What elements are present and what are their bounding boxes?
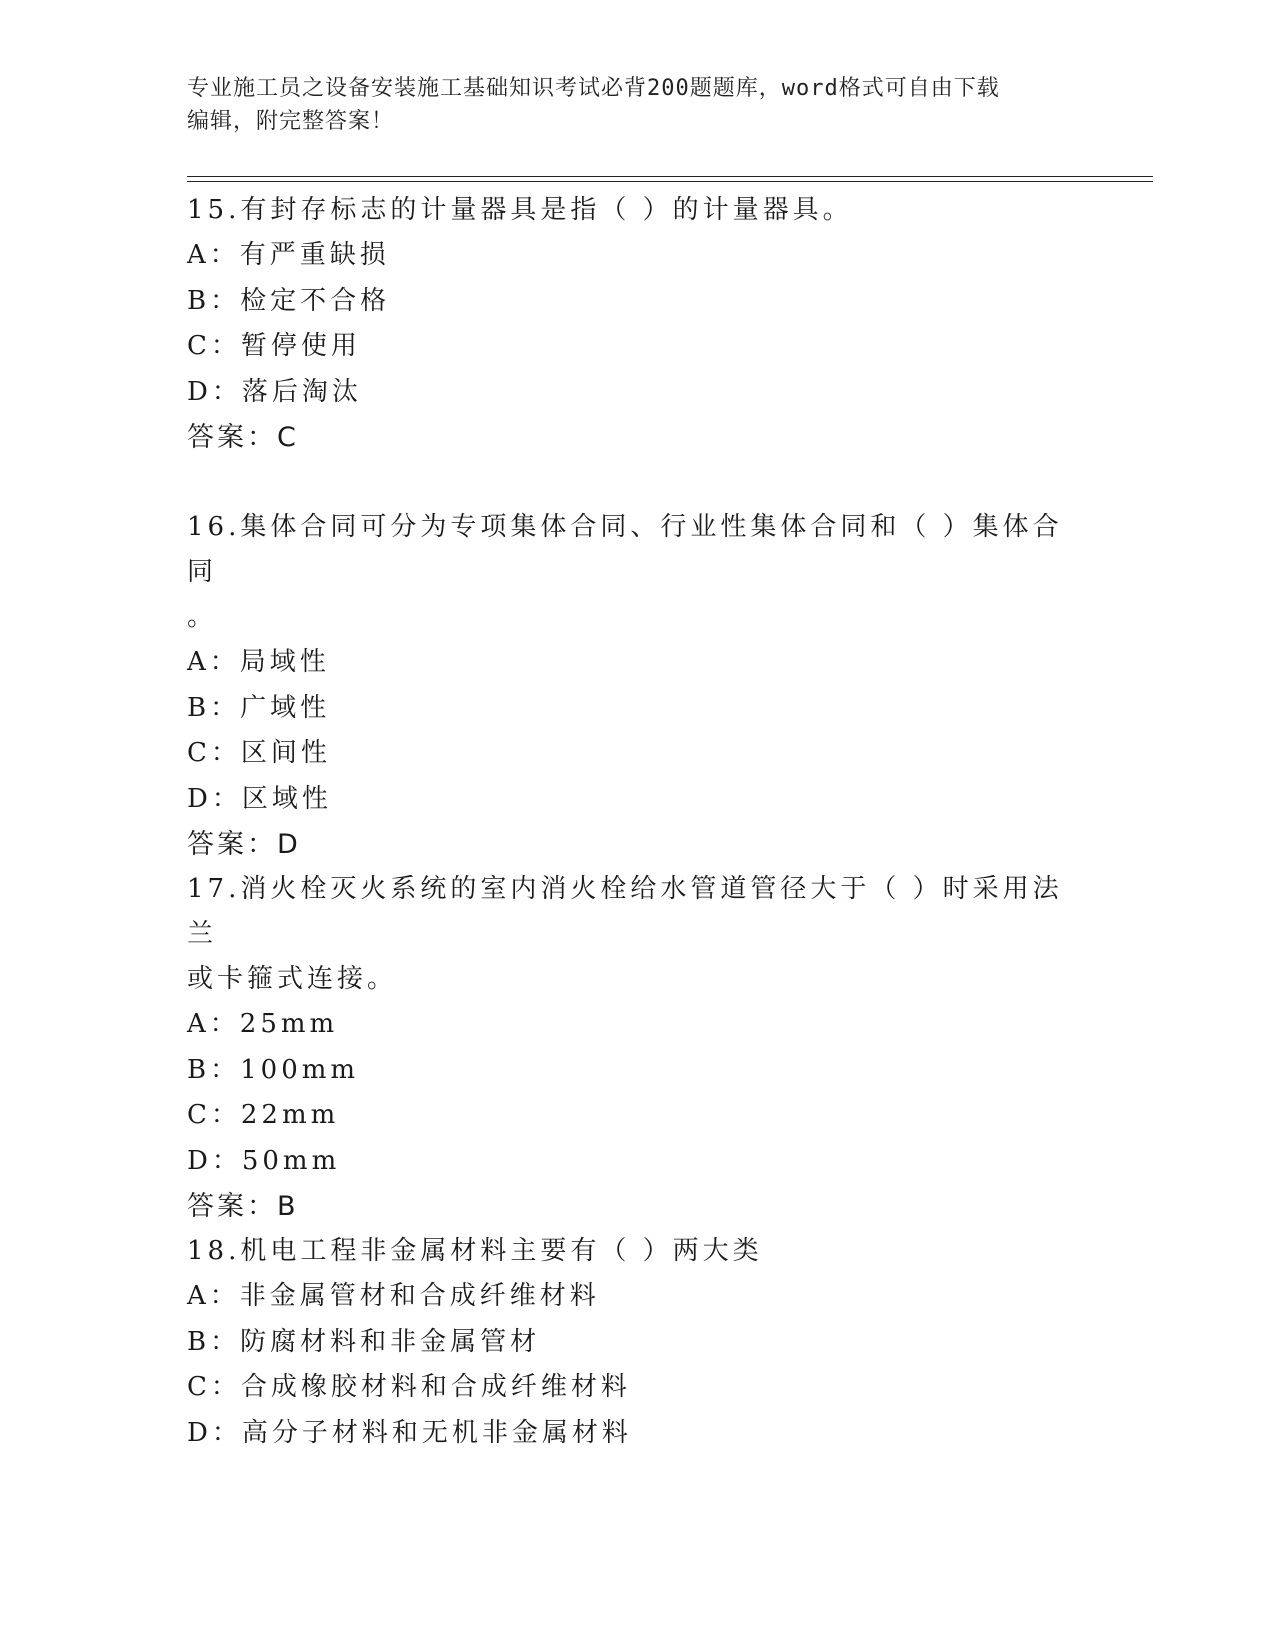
option-b: B：防腐材料和非金属管材 bbox=[187, 1326, 541, 1357]
answer bbox=[187, 415, 1087, 460]
question-17 bbox=[187, 867, 1087, 1229]
question-stem-continued: 或卡箍式连接。 bbox=[187, 964, 398, 994]
answer-value: C bbox=[277, 422, 297, 453]
answer bbox=[187, 822, 1087, 867]
option-d: D：区域性 bbox=[187, 783, 332, 814]
header-divider-bottom bbox=[187, 181, 1153, 182]
option-d: D：50mm bbox=[187, 1145, 341, 1176]
question-15 bbox=[187, 188, 1087, 460]
option-b: B：100mm bbox=[187, 1054, 360, 1085]
option-d: D：落后淘汰 bbox=[187, 376, 362, 407]
question-16 bbox=[187, 505, 1087, 867]
question-18 bbox=[187, 1229, 1087, 1456]
option-a: A：25mm bbox=[187, 1009, 339, 1039]
option-b: B：检定不合格 bbox=[187, 285, 391, 316]
question-stem-continued: 。 bbox=[187, 602, 218, 632]
header-line-1: 专业施工员之设备安装施工基础知识考试必背200题题库，word格式可自由下载 bbox=[187, 76, 1000, 101]
option-c: C：合成橡胶材料和合成纤维材料 bbox=[187, 1372, 631, 1402]
answer bbox=[187, 1184, 1087, 1229]
option-d: D：高分子材料和无机非金属材料 bbox=[187, 1417, 632, 1448]
option-c: C：暂停使用 bbox=[187, 331, 361, 361]
option-a: A：非金属管材和合成纤维材料 bbox=[187, 1281, 600, 1311]
answer-label: 答案： bbox=[187, 1191, 277, 1222]
answer-label: 答案： bbox=[187, 422, 277, 453]
document-header bbox=[187, 72, 1067, 138]
question-stem: 17.消火栓灭火系统的室内消火栓给水管道管径大于（ ）时采用法兰 bbox=[187, 874, 1063, 949]
header-divider-top bbox=[187, 176, 1153, 177]
answer-value: D bbox=[277, 829, 299, 860]
option-a: A：有严重缺损 bbox=[187, 240, 390, 270]
option-c: C：区间性 bbox=[187, 738, 331, 768]
option-a: A：局域性 bbox=[187, 647, 330, 677]
question-stem: 15.有封存标志的计量器具是指（ ）的计量器具。 bbox=[187, 195, 853, 225]
header-line-2: 编辑，附完整答案！ bbox=[187, 109, 395, 134]
option-b: B：广域性 bbox=[187, 692, 331, 723]
option-c: C：22mm bbox=[187, 1100, 340, 1130]
answer-value: B bbox=[277, 1191, 297, 1222]
question-stem: 18.机电工程非金属材料主要有（ ）两大类 bbox=[187, 1236, 763, 1266]
answer-label: 答案： bbox=[187, 829, 277, 860]
question-stem: 16.集体合同可分为专项集体合同、行业性集体合同和（ ）集体合同 bbox=[187, 512, 1063, 587]
